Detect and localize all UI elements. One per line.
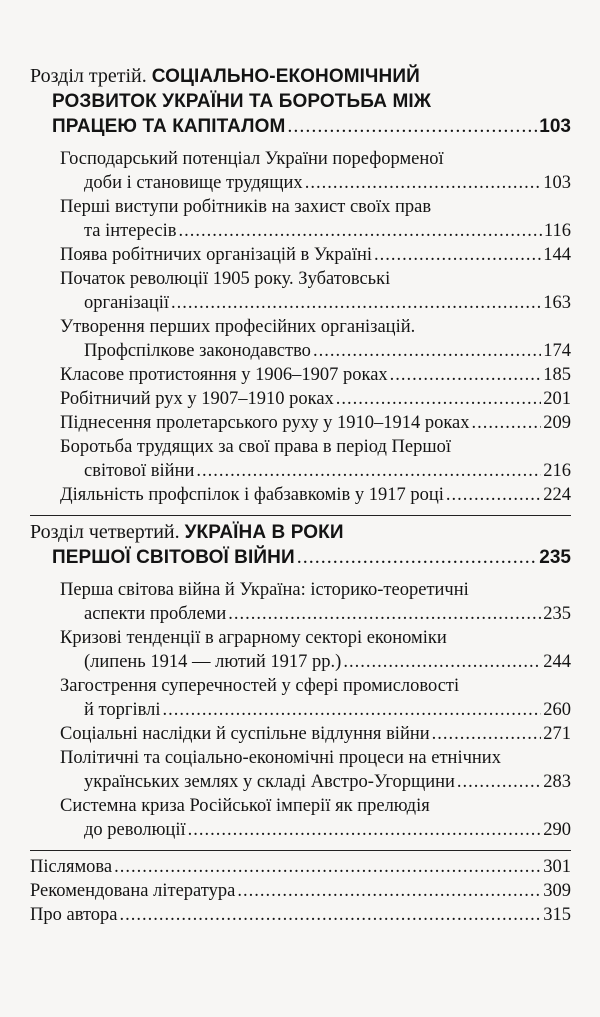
toc-entry: [30, 855, 571, 879]
toc-entry-line: [60, 219, 571, 243]
toc-entry-text: Політичні та соціально-економічні процеси на етнічних: [60, 748, 501, 768]
toc-entry-text: Боротьба трудящих за свої права в період Першої: [60, 437, 451, 457]
toc-entry-page: 224: [543, 485, 571, 505]
toc-entry-text: Системна криза Російської імперії як прелюдія: [60, 796, 430, 816]
toc-entry-line: [60, 147, 571, 171]
toc-entry-text: Утворення перших професійних організацій.: [60, 317, 416, 337]
toc-entry-line: [60, 195, 571, 219]
toc-entry-page: 235: [543, 604, 571, 624]
section-3-prefix: Розділ третій.: [30, 65, 147, 87]
toc-entry: [60, 411, 571, 435]
section-3-title-line-1: СОЦІАЛЬНО-ЕКОНОМІЧНИЙ: [151, 66, 420, 87]
toc-entry-line: [60, 602, 571, 626]
toc-entry: [60, 746, 571, 794]
toc-entry-text: Піднесення пролетарського руху у 1910–1914 роках: [60, 413, 470, 433]
toc-entry-text: Профспілкове законодавство: [84, 341, 311, 361]
toc-entry: [60, 267, 571, 315]
leader-dots: [471, 411, 541, 435]
toc-entry-line: [60, 674, 571, 698]
toc-entry-line: [60, 459, 571, 483]
toc-entry-line: [60, 291, 571, 315]
section-3-heading: [30, 64, 571, 139]
toc-entry-line: [60, 578, 571, 602]
toc-entry: [60, 794, 571, 842]
toc-entry: [60, 147, 571, 195]
toc-entry: [60, 363, 571, 387]
toc-entry-text: Кризові тенденції в аграрному секторі економіки: [60, 628, 447, 648]
toc-entry-text: Перша світова війна й Україна: історико-теоретичні: [60, 580, 469, 600]
leader-dots: [305, 171, 542, 195]
section-4-title-line-2: ПЕРШОЇ СВІТОВОЇ ВІЙНИ: [52, 547, 295, 568]
toc-entry-text: Початок революції 1905 року. Зубатовські: [60, 269, 391, 289]
toc-entry-page: 116: [543, 221, 571, 241]
leader-dots: [228, 602, 541, 626]
toc-entry: [60, 435, 571, 483]
toc-entry-line: [30, 855, 571, 879]
toc-entry-text: світової війни: [84, 461, 195, 481]
leader-dots: [313, 339, 541, 363]
section-4-heading: [30, 520, 571, 570]
toc-entry: [60, 195, 571, 243]
toc-entry-text: Діяльність профспілок і фабзавкомів у 1917 році: [60, 485, 444, 505]
toc-entry-page: 185: [543, 365, 571, 385]
toc-entry-line: [60, 483, 571, 507]
leader-dots: [171, 291, 541, 315]
toc-entry-text: Господарський потенціал України пореформеної: [60, 149, 444, 169]
toc-entry-line: [60, 411, 571, 435]
toc-entry-line: [60, 770, 571, 794]
toc-entry-page: 309: [543, 881, 571, 901]
toc-entry-line: [30, 879, 571, 903]
toc-entry-page: 103: [543, 173, 571, 193]
toc-entry-text: (липень 1914 — лютий 1917 рр.): [84, 652, 342, 672]
toc-entry-line: [60, 626, 571, 650]
toc-entry-line: [60, 722, 571, 746]
section-4-prefix: Розділ четвертий.: [30, 521, 180, 543]
toc-entry-page: 260: [543, 700, 571, 720]
toc-entry-page: 216: [543, 461, 571, 481]
section-3-title-line-2: РОЗВИТОК УКРАЇНИ ТА БОРОТЬБА МІЖ: [52, 91, 432, 112]
toc-entry-page: 201: [543, 389, 571, 409]
toc-entry-text: та інтересів: [84, 221, 177, 241]
leader-dots: [432, 722, 542, 746]
toc-entry-line: [60, 746, 571, 770]
toc-entry: [60, 578, 571, 626]
toc-entry-text: доби і становище трудящих: [84, 173, 303, 193]
toc-entry: [60, 387, 571, 411]
leader-dots: [114, 855, 541, 879]
toc-entry-line: [60, 818, 571, 842]
toc-entry-text: Перші виступи робітників на захист своїх прав: [60, 197, 432, 217]
leader-dots: [297, 545, 538, 570]
toc-entry-text: Поява робітничих організацій в Україні: [60, 245, 372, 265]
leader-dots: [196, 459, 541, 483]
toc-entry-text: організації: [84, 293, 170, 313]
toc-entry-text: Про автора: [30, 905, 118, 925]
toc-entry-text: й торгівлі: [84, 700, 161, 720]
leader-dots: [446, 483, 541, 507]
leader-dots: [120, 903, 542, 927]
leader-dots: [179, 219, 542, 243]
toc-entry-page: 163: [543, 293, 571, 313]
toc-entry-page: 315: [543, 905, 571, 925]
toc-entry-line: [60, 698, 571, 722]
toc-entry: [60, 722, 571, 746]
table-of-contents: [30, 64, 571, 927]
toc-entry: [60, 243, 571, 267]
toc-entry-text: Загострення суперечностей у сфері промисловості: [60, 676, 460, 696]
toc-entry-page: 174: [543, 341, 571, 361]
toc-entry-text: Класове протистояння у 1906–1907 роках: [60, 365, 388, 385]
toc-entry-line: [60, 363, 571, 387]
toc-entry: [60, 315, 571, 363]
leader-dots: [457, 770, 541, 794]
toc-entry: [30, 879, 571, 903]
toc-entry-line: [60, 387, 571, 411]
section-4-items: [30, 578, 571, 842]
toc-entry-line: [60, 339, 571, 363]
toc-entry-text: Соціальні наслідки й суспільне відлуння війни: [60, 724, 430, 744]
section-3-items: [30, 147, 571, 507]
toc-entry-text: аспекти проблеми: [84, 604, 227, 624]
toc-entry-text: українських землях у складі Австро-Угорщини: [84, 772, 455, 792]
toc-entry-text: Післямова: [30, 857, 113, 877]
toc-entry-page: 144: [543, 245, 571, 265]
toc-entry-page: 271: [543, 724, 571, 744]
toc-entry-line: [60, 267, 571, 291]
section-3-title-line-3: ПРАЦЕЮ ТА КАПІТАЛОМ: [52, 116, 286, 137]
leader-dots: [162, 698, 541, 722]
section-4-page: 235: [539, 547, 571, 568]
toc-entry: [60, 674, 571, 722]
toc-entry-line: [60, 171, 571, 195]
leader-dots: [237, 879, 541, 903]
toc-entry-line: [60, 315, 571, 339]
toc-entry-text: Робітничий рух у 1907–1910 роках: [60, 389, 334, 409]
toc-entry: [60, 483, 571, 507]
toc-entry-text: Рекомендована література: [30, 881, 236, 901]
toc-entry-line: [60, 794, 571, 818]
toc-entry-line: [60, 243, 571, 267]
section-4-title-line-1: УКРАЇНА В РОКИ: [184, 522, 344, 543]
back-matter: [30, 855, 571, 927]
leader-dots: [287, 114, 537, 139]
toc-entry-page: 301: [543, 857, 571, 877]
leader-dots: [343, 650, 541, 674]
section-3-page: 103: [539, 116, 571, 137]
toc-entry-line: [30, 903, 571, 927]
leader-dots: [336, 387, 541, 411]
leader-dots: [374, 243, 541, 267]
toc-entry-line: [60, 435, 571, 459]
toc-entry-line: [60, 650, 571, 674]
leader-dots: [390, 363, 542, 387]
toc-entry-page: 244: [543, 652, 571, 672]
toc-entry-page: 290: [543, 820, 571, 840]
toc-entry: [30, 903, 571, 927]
toc-entry: [60, 626, 571, 674]
leader-dots: [188, 818, 542, 842]
toc-entry-page: 209: [543, 413, 571, 433]
toc-entry-page: 283: [543, 772, 571, 792]
toc-entry-text: до революції: [84, 820, 186, 840]
